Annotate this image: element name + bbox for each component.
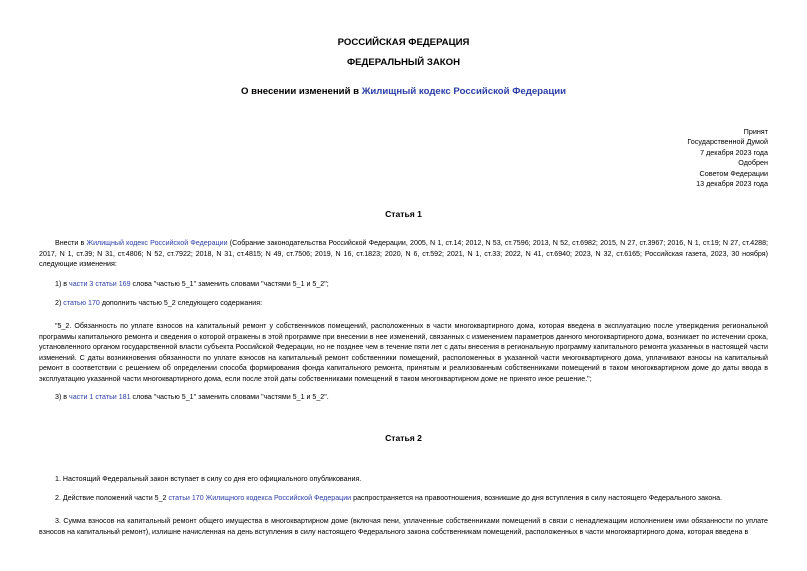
- article-1-item-1: [39, 279, 768, 290]
- article-2-item-3: 3. Сумма взносов на капитальный ремонт общего имущества в многоквартирном доме (включая пени, уплаченные собственниками помещений в связи с ненадлежащим исполнением ими обязанности по уплате взносов на капитальный ремонт), излишне начисленная на день вступления в силу настоящего Федерального закона собственникам помещений, расположенных в части многоквартирного дома, которая введена в: [39, 517, 768, 536]
- housing-code-link[interactable]: Жилищный кодекс Российской Федерации: [361, 86, 567, 97]
- article-1-item-3: [39, 392, 768, 403]
- housing-code-link[interactable]: Жилищный кодекс Российской Федерации: [86, 239, 228, 247]
- text: дополнить частью 5_2 следующего содержания:: [99, 299, 263, 307]
- article-1-item-2: [39, 298, 768, 309]
- text: 2): [55, 299, 64, 307]
- article-170-housing-code-link[interactable]: статьи 170 Жилищного кодекса Российской Федерации: [168, 494, 352, 502]
- text: (Собрание законодательства Российской Федерации, 2005, N 1, ст.14; 2012, N 53, ст.7596; 2013, N 52, ст.6982; 2015, N 27, ст.3967; 2016, N 1, ст.19; N 27, ст.4288; 2017, N 1, ст.39; N 31, ст.4806; N 52, ст.7922; 2018, N 31, ст.4815; N 49, ст.7506; 2019, N 16, ст.1823; 2020, N 6, ст.592; 2021, N 1, ст.33; 2022, N 41, ст.6940; 2023, N 32, ст.6165; Российская газета, 2023, 30 ноября) следующие изменения:: [39, 239, 769, 268]
- article-181-link[interactable]: части 1 статьи 181: [69, 393, 131, 401]
- text: слова "частью 5_1" заменить словами "частями 5_1 и 5_2";: [130, 280, 329, 288]
- law-title: [0, 86, 807, 97]
- article-169-link[interactable]: части 3 статьи 169: [69, 280, 131, 288]
- article-2-heading: Статья 2: [385, 433, 422, 443]
- acceptance-line: 7 декабря 2023 года: [700, 147, 768, 157]
- acceptance-line: 13 декабря 2023 года: [696, 179, 768, 189]
- article-1-quote: "5_2. Обязанность по уплате взносов на капитальный ремонт у собственников помещений, расположенных в части многоквартирного дома, которая введена в эксплуатацию после утверждения региональной программы капитального ремонта и сведения о которой отражены в этой программе при внесении в нее изменений, связанных с изменением параметров данного многоквартирного дома, возникает по истечении срока, установленного органом государственной власти субъекта Российской Федерации, но не позднее чем в течение пяти лет с даты внесения в региональную программу капитального ремонта указанных в настоящей части изменений. С даты возникновения обязанности по уплате взносов на капитальный ремонт собственники помещений, расположенных в указанной части многоквартирного дома, уплачивают взносы на капитальный ремонт в соответствии с решением об определении способа формирования фонда капитального ремонта, принятым и реализованным собственниками помещений в таком многоквартирном доме до даты ввода в эксплуатацию указанной части многоквартирного дома, если после этой даты собственниками помещений в таком многоквартирном доме не принято иное решение.";: [39, 322, 768, 383]
- acceptance-line: Советом Федерации: [699, 168, 768, 178]
- article-1-heading: Статья 1: [385, 209, 422, 219]
- text: 2. Действие положений части 5_2: [55, 494, 169, 502]
- article-1-intro: [39, 238, 768, 270]
- text: слова "частью 5_1" заменить словами "частями 5_1 и 5_2".: [130, 393, 329, 401]
- acceptance-line: Принят: [743, 127, 768, 136]
- country-heading: РОССИЙСКАЯ ФЕДЕРАЦИЯ: [337, 37, 470, 48]
- article-2-item-1: 1. Настоящий Федеральный закон вступает в силу со дня его официального опубликования.: [55, 475, 362, 483]
- law-type-heading: ФЕДЕРАЛЬНЫЙ ЗАКОН: [346, 57, 461, 68]
- article-2-item-2: [39, 493, 768, 504]
- law-title-prefix: О внесении изменений в: [240, 86, 362, 97]
- article-170-link[interactable]: статью 170: [63, 299, 100, 307]
- text: 3) в: [55, 393, 70, 401]
- text: 1) в: [55, 280, 70, 288]
- acceptance-line: Государственной Думой: [687, 137, 768, 147]
- acceptance-block: [687, 127, 768, 189]
- acceptance-line: Одобрен: [738, 158, 768, 168]
- text: распространяется на правоотношения, возникшие до дня вступления в силу настоящего Федерального закона.: [351, 494, 723, 502]
- text: Внести в: [55, 239, 87, 247]
